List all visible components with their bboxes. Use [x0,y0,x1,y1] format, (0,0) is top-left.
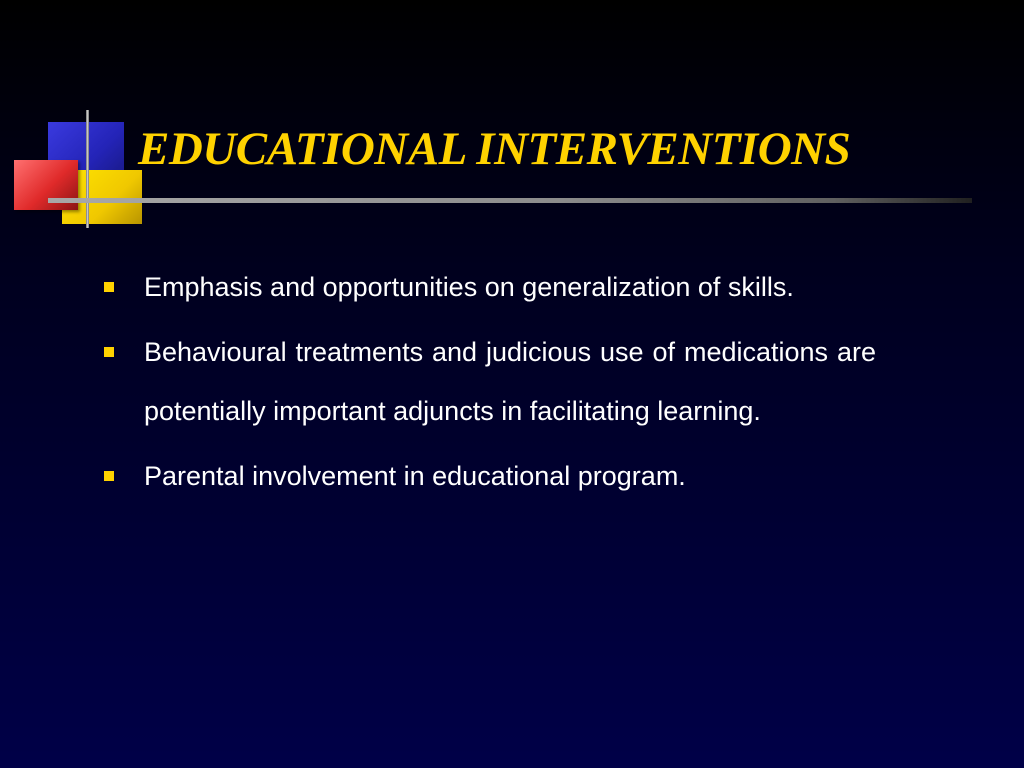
square-bullet-icon [104,471,114,481]
square-bullet-icon [104,282,114,292]
bullet-text: Behavioural treatments and judicious use of medications are potentially important adjuncts in facilitating learning. [144,337,876,426]
vertical-rule [86,110,89,228]
title-underline-rule [48,198,972,203]
bullet-text: Emphasis and opportunities on generalization of skills. [144,272,794,302]
bullet-item [104,447,884,506]
decorative-squares-logo [0,0,160,240]
bullet-text: Parental involvement in educational program. [144,461,686,491]
slide-title: EDUCATIONAL INTERVENTIONS [138,123,851,175]
bullet-item [104,258,884,317]
bullet-list [104,258,884,512]
square-bullet-icon [104,347,114,357]
bullet-item [104,323,884,441]
